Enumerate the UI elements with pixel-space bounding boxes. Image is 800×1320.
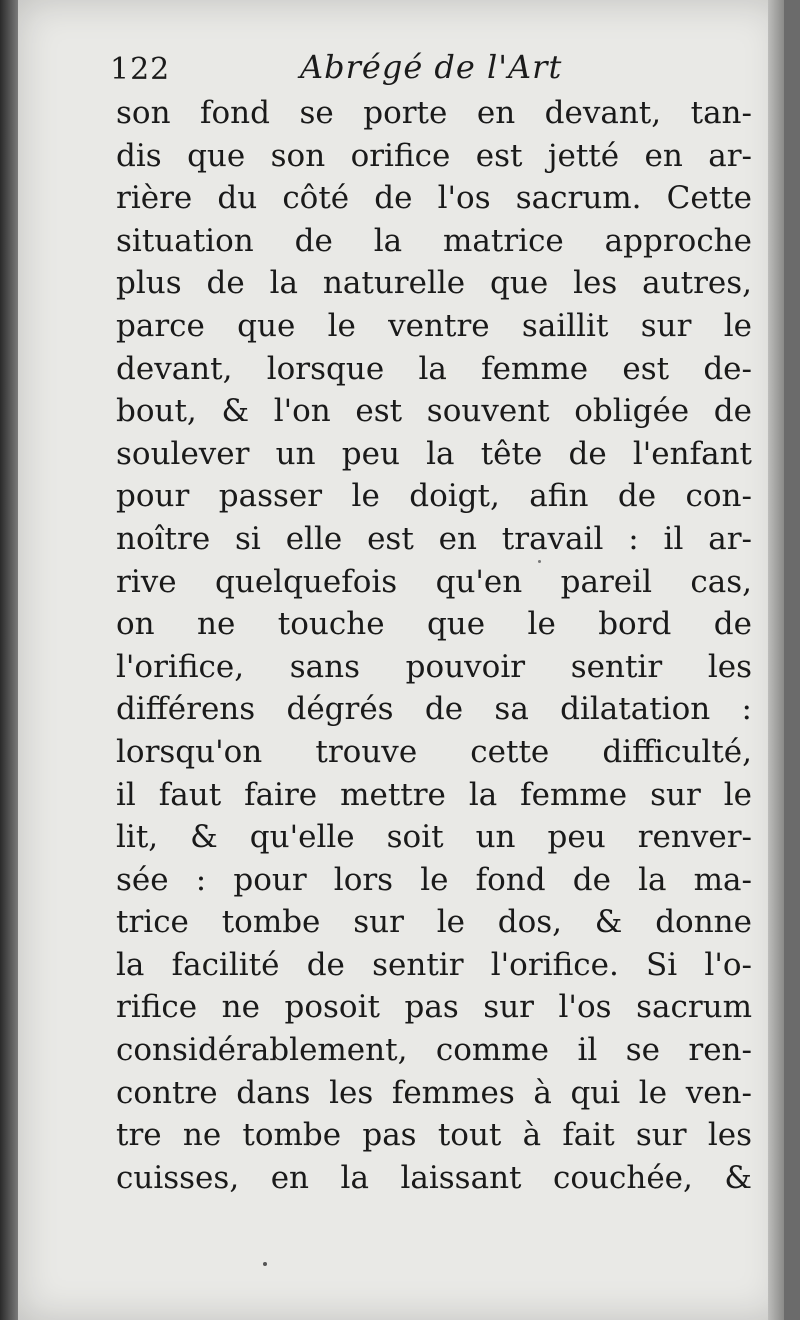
text-line: noître si elle est en travail : il ar- xyxy=(116,520,752,557)
text-line: bout, & l'on est souvent obligée de xyxy=(116,393,752,430)
running-title: Abrégé de l'Art xyxy=(300,48,563,86)
text-line: dis que son orifice est jetté en ar- xyxy=(116,137,752,174)
text-line: trice tombe sur le dos, & donne xyxy=(116,904,752,941)
text-line: rifice ne posoit pas sur l'os sacrum xyxy=(116,989,752,1026)
page-header xyxy=(110,48,750,92)
text-line: tre ne tombe pas tout à fait sur les xyxy=(116,1117,752,1154)
text-line: cuisses, en la laissant couchée, & xyxy=(116,1159,752,1196)
page-number: 122 xyxy=(110,52,171,87)
text-line: plus de la naturelle que les autres, xyxy=(116,265,752,302)
book-page xyxy=(18,0,784,1320)
text-line: lit, & qu'elle soit un peu renver- xyxy=(116,819,752,856)
text-line: la facilité de sentir l'orifice. Si l'o- xyxy=(116,946,752,983)
text-line: différens dégrés de sa dilatation : xyxy=(116,691,752,728)
text-line: il faut faire mettre la femme sur le xyxy=(116,776,752,813)
text-line: sée : pour lors le fond de la ma- xyxy=(116,861,752,898)
text-line: situation de la matrice approche xyxy=(116,222,752,259)
text-line: contre dans les femmes à qui le ven- xyxy=(116,1074,752,1111)
text-line: rière du côté de l'os sacrum. Cette xyxy=(116,180,752,217)
book-spine-shadow xyxy=(0,0,18,1320)
body-text xyxy=(116,92,752,1199)
text-line: rive quelquefois qu'en pareil cas, xyxy=(116,563,752,600)
ink-speck xyxy=(538,560,541,563)
ink-speck xyxy=(263,1262,267,1266)
text-line: lorsqu'on trouve cette difficulté, xyxy=(116,733,752,770)
text-line: son fond se porte en devant, tan- xyxy=(116,95,752,131)
text-line: devant, lorsque la femme est de- xyxy=(116,350,752,387)
text-line: parce que le ventre saillit sur le xyxy=(116,307,752,344)
page-edge xyxy=(768,0,784,1320)
text-line: soulever un peu la tête de l'enfant xyxy=(116,435,752,472)
text-line: pour passer le doigt, afin de con- xyxy=(116,478,752,515)
text-line: considérablement, comme il se ren- xyxy=(116,1032,752,1069)
text-line: on ne touche que le bord de xyxy=(116,606,752,643)
text-line: l'orifice, sans pouvoir sentir les xyxy=(116,648,752,685)
